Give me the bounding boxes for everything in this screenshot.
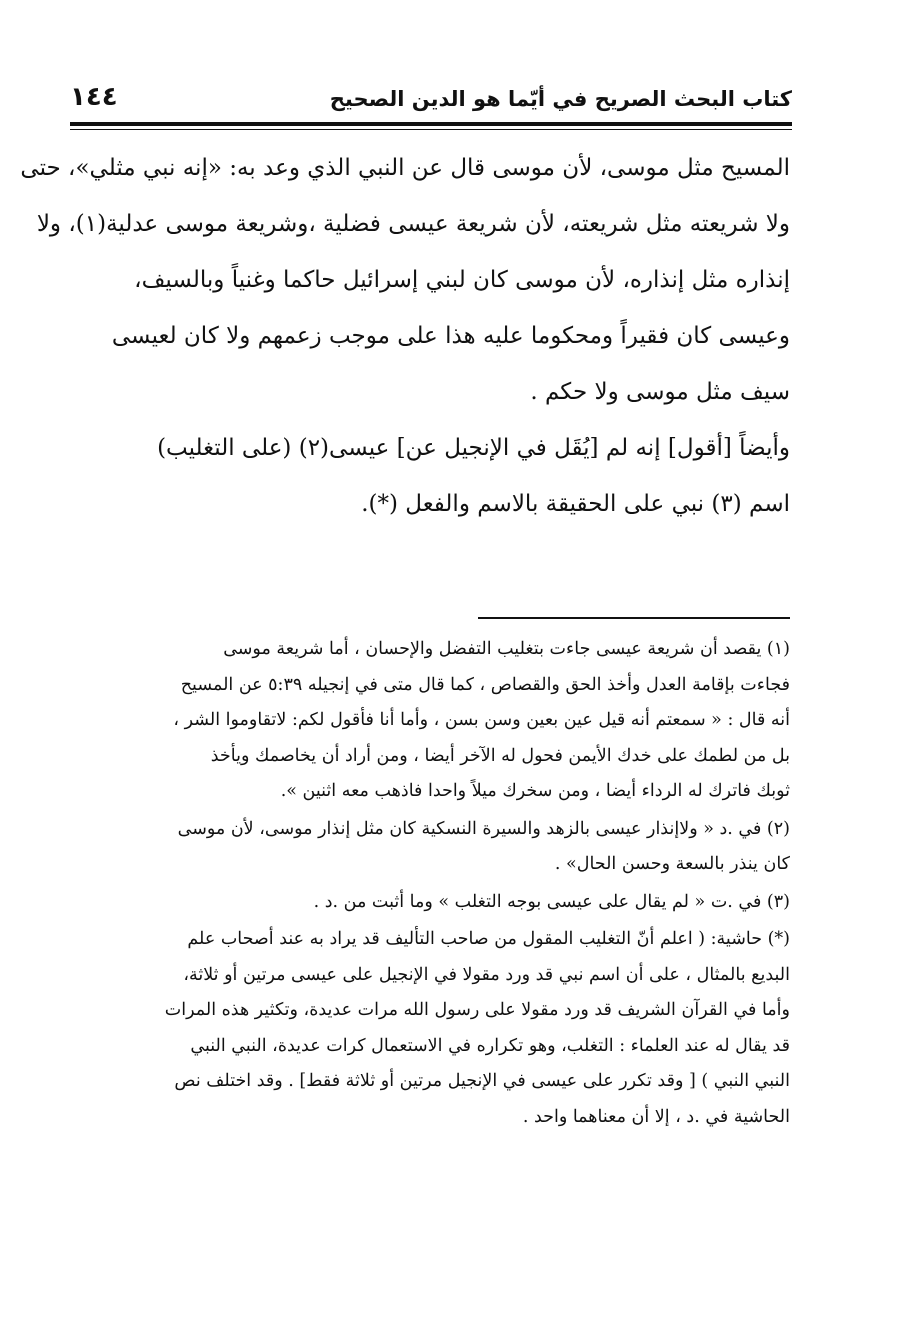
footnote-line: أنه قال : « سمعتم أنه قيل عين بعين وسن بسن ، وأما أنا فأقول لكم: لاتقاوموا الشر ، [173, 710, 790, 730]
footnote-line: (١) يقصد أن شريعة عيسى جاءت بتغليب التفضل والإحسان ، أما شريعة موسى [223, 639, 790, 659]
footnote-1 [72, 632, 790, 810]
page-header [70, 72, 792, 122]
running-title: كتاب البحث الصريح في أيّما هو الدين الصحيح [329, 87, 792, 111]
header-rule-thin [70, 129, 792, 130]
footnote-line: وأما في القرآن الشريف قد ورد مقولا على رسول الله مرات عديدة، وتكثير هذه المرات [164, 1000, 790, 1020]
footnote-line: النبي النبي ) [ وقد تكرر على عيسى في الإنجيل مرتين أو ثلاثة فقط] . وقد اختلف نص [174, 1071, 790, 1091]
main-text-line: وعيسى كان فقيراً ومحكوما عليه هذا على موجب زعمهم ولا كان لعيسى [111, 323, 790, 349]
footnote-line: قد يقال له عند العلماء : التغلب، وهو تكراره في الاستعمال كرات عديدة، النبي النبي [190, 1035, 790, 1056]
main-text-line: المسيح مثل موسى، لأن موسى قال عن النبي الذي وعد به: «إنه نبي مثلي»، حتى [20, 155, 790, 181]
footnote-line: البديع بالمثال ، على أن اسم نبي قد ورد مقولا في الإنجيل على عيسى مرتين أو ثلاثة، [183, 964, 790, 985]
footnote-line: كان ينذر بالسعة وحسن الحال» . [554, 854, 790, 874]
footnote-line: فجاءت بإقامة العدل وأخذ الحق والقصاص ، كما قال متى في إنجيله ٥:٣٩ عن المسيح [180, 674, 790, 695]
main-text-line: اسم (٣) نبي على الحقيقة بالاسم والفعل (*). [361, 491, 790, 517]
main-text-body [20, 140, 790, 532]
footnote-line: (٢) في .د « ولاإنذار عيسى بالزهد والسيرة النسكية كان مثل إنذار موسى، لأن موسى [177, 818, 790, 839]
main-text-line: ولا شريعته مثل شريعته، لأن شريعة عيسى فضلية ،وشريعة موسى عدلية(١)، ولا [36, 211, 790, 237]
footnote-separator [478, 617, 790, 619]
footnote-3 [72, 885, 790, 921]
header-rule [70, 122, 792, 126]
footnote-margin-note [72, 922, 790, 1135]
footnote-line: (*) حاشية: ( اعلم أنّ التغليب المقول من صاحب التأليف قد يراد به عند أصحاب علم [187, 929, 790, 949]
footnote-2 [72, 812, 790, 883]
footnote-line: ثوبك فاترك له الرداء أيضا ، ومن سخرك ميلاً واحدا فاذهب معه اثنين ». [280, 781, 790, 801]
footnotes-section [72, 632, 790, 1135]
main-text-line: إنذاره مثل إنذاره، لأن موسى كان لبني إسرائيل حاكما وغنياً وبالسيف، [134, 267, 790, 293]
footnote-line: الحاشية في .د ، إلا أن معناهما واحد . [522, 1106, 790, 1127]
page-number: ١٤٤ [70, 82, 118, 112]
footnote-line: (٣) في .ت « لم يقال على عيسى بوجه التغلب » وما أثبت من .د . [313, 891, 790, 912]
main-text-line: وأيضاً [أقول] إنه لم [يُقَل في الإنجيل عن] عيسى(٢) (على التغليب) [157, 435, 790, 461]
footnote-line: بل من لطمك على خدك الأيمن فحول له الآخر أيضا ، ومن أراد أن يخاصمك ويأخذ [210, 745, 790, 766]
main-text-line: سيف مثل موسى ولا حكم . [530, 379, 790, 405]
